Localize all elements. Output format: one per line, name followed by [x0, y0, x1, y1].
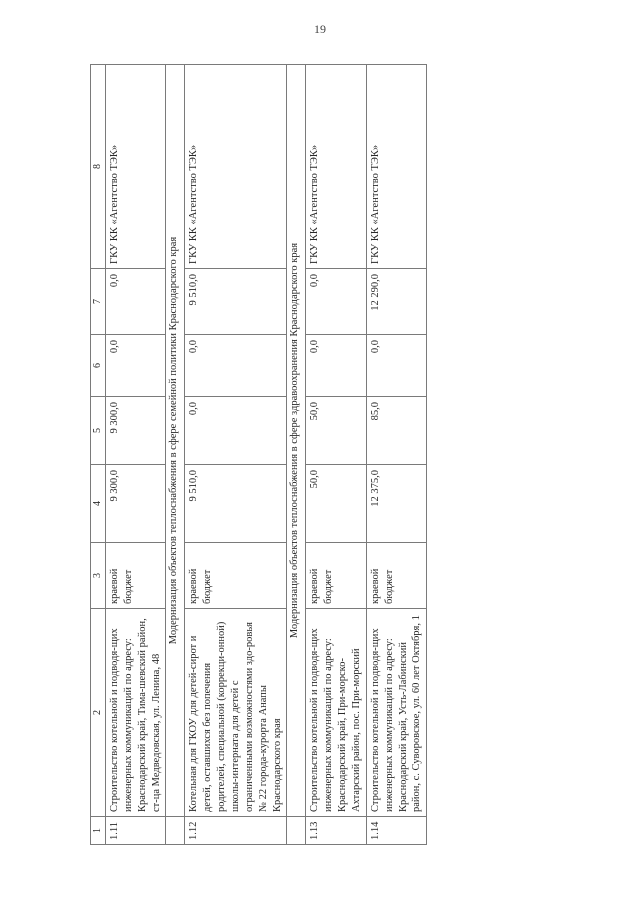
amount-total: 50,0: [306, 465, 366, 543]
amount-total: 9 510,0: [185, 465, 287, 543]
responsible-organization: ГКУ КК «Агентство ТЭК»: [306, 65, 366, 269]
row-number: 1.11: [106, 817, 166, 845]
responsible-organization: ГКУ КК «Агентство ТЭК»: [185, 65, 287, 269]
object-description: Строительство котельной и подводя-щих инженерных коммуникаций по адресу: Краснодарский край, Тима-шевский район, ст-ца Медведовская, ул. Ленина, 48: [106, 609, 166, 817]
header-cell: 6: [91, 335, 106, 397]
funding-source: краевой бюджет: [185, 543, 287, 609]
responsible-organization: ГКУ КК «Агентство ТЭК»: [106, 65, 166, 269]
amount-year-1: 85,0: [366, 397, 426, 465]
table-header-row: [91, 65, 106, 845]
amount-year-2: 0,0: [185, 335, 287, 397]
header-cell: 2: [91, 609, 106, 817]
funding-source: краевой бюджет: [106, 543, 166, 609]
header-cell: 7: [91, 269, 106, 335]
row-number: 1.14: [366, 817, 426, 845]
amount-year-1: 50,0: [306, 397, 366, 465]
amount-total: 12 375,0: [366, 465, 426, 543]
page-number: 19: [314, 22, 326, 36]
section-row: [166, 65, 185, 845]
funding-source: краевой бюджет: [366, 543, 426, 609]
object-description: Строительство котельной и подводя-щих инженерных коммуникаций по адресу: Краснодарский край, Усть-Лабинский район, с. Суворовское, ул. 60 лет Октября, 1: [366, 609, 426, 817]
header-cell: 8: [91, 65, 106, 269]
amount-year-2: 0,0: [306, 335, 366, 397]
amount-year-2: 0,0: [106, 335, 166, 397]
budget-table: [90, 64, 427, 845]
table-row: [106, 65, 166, 845]
amount-year-3: 0,0: [106, 269, 166, 335]
header-cell: 4: [91, 465, 106, 543]
amount-total: 9 300,0: [106, 465, 166, 543]
object-description: Строительство котельной и подводя-щих инженерных коммуникаций по адресу: Краснодарский край, При-морско-Ахтарский район, пос. При-морский: [306, 609, 366, 817]
amount-year-3: 0,0: [306, 269, 366, 335]
amount-year-2: 0,0: [366, 335, 426, 397]
table-row: [366, 65, 426, 845]
row-number: 1.13: [306, 817, 366, 845]
header-cell: 3: [91, 543, 106, 609]
section-heading: Модернизация объектов теплоснабжения в сфере здравоохранения Краснодарского края: [287, 65, 306, 817]
header-cell: 1: [91, 817, 106, 845]
amount-year-3: 9 510,0: [185, 269, 287, 335]
section-heading: Модернизация объектов теплоснабжения в сфере семейной политики Краснодарского края: [166, 65, 185, 817]
row-number: 1.12: [185, 817, 287, 845]
amount-year-1: 9 300,0: [106, 397, 166, 465]
rotated-table-frame: [90, 65, 490, 845]
amount-year-1: 0,0: [185, 397, 287, 465]
header-cell: 5: [91, 397, 106, 465]
table-row: [306, 65, 366, 845]
table-row: [185, 65, 287, 845]
section-row: [287, 65, 306, 845]
amount-year-3: 12 290,0: [366, 269, 426, 335]
object-description: Котельная для ГКОУ для детей-сирот и детей, оставшихся без попечения родителей, специальной (коррекци-онной) школы-интерната для детей с ограниченными возможностями здо-ровья № 22 города-курорта Анапы Краснодарского края: [185, 609, 287, 817]
funding-source: краевой бюджет: [306, 543, 366, 609]
responsible-organization: ГКУ КК «Агентство ТЭК»: [366, 65, 426, 269]
